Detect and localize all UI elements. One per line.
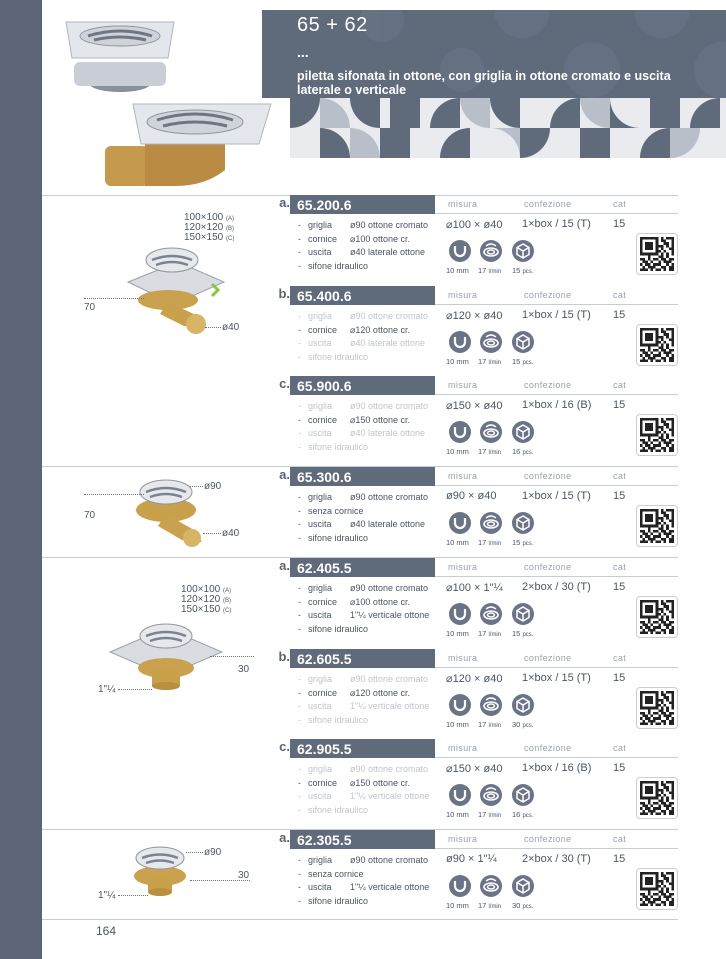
- flow-label: 17 l/min: [478, 810, 502, 819]
- col-header-misura: misura: [448, 471, 478, 481]
- feature-row: - cornice ⌀150 ottone cr.: [298, 777, 410, 788]
- flow-label: 17 l/min: [478, 447, 502, 456]
- product-block: [270, 195, 678, 283]
- feature-row: - cornice ⌀120 ottone cr.: [298, 324, 410, 335]
- variant-letter: a.: [279, 467, 290, 482]
- box-pieces-icon: [511, 420, 535, 444]
- feature-row: - griglia ø90 ottone cromato: [298, 492, 429, 502]
- col-header-cat: cat: [613, 199, 627, 209]
- water-seal-icon: [448, 420, 472, 444]
- packaging-value: 1×box / 15 (T): [522, 218, 591, 230]
- product-code: 62.305.5: [290, 830, 435, 849]
- col-header-cat: cat: [613, 562, 627, 572]
- dim-line: [190, 880, 250, 881]
- water-seal-icon: [448, 239, 472, 263]
- measure-value: ⌀150 × ø40: [446, 400, 503, 412]
- pieces-label: 15 pcs.: [512, 266, 534, 275]
- feature-row: - griglia ø90 ottone cromato: [298, 855, 429, 865]
- col-header-cat: cat: [613, 471, 627, 481]
- feature-list: [298, 219, 428, 274]
- feature-row: - senza cornice: [298, 868, 364, 879]
- feature-row: - sifone idraulico: [298, 805, 369, 816]
- seal-label: 10 mm: [446, 720, 469, 729]
- product-code: 62.605.5: [290, 649, 435, 668]
- product-block: [270, 830, 678, 918]
- feature-list: [298, 854, 429, 909]
- col-header-cat: cat: [613, 380, 627, 390]
- seal-label: 10 mm: [446, 810, 469, 819]
- dim-height: 30: [238, 870, 250, 881]
- col-header-cat: cat: [613, 653, 627, 663]
- col-header-cat: cat: [613, 290, 627, 300]
- dim-size-2: 120×120 (B): [181, 594, 231, 605]
- variant-letter: c.: [279, 739, 290, 754]
- dim-height: 70: [84, 510, 96, 521]
- category-value: 15: [613, 399, 626, 411]
- water-seal-icon: [448, 693, 472, 717]
- page-title: 65 + 62: [297, 14, 368, 36]
- feature-row: - uscita 1"¼ verticale ottone: [298, 610, 430, 621]
- flow-rate-icon: [479, 783, 503, 807]
- flow-rate-icon: [479, 420, 503, 444]
- water-seal-icon: [448, 874, 472, 898]
- dim-grate: ø90: [204, 847, 222, 858]
- product-code: 62.405.5: [290, 558, 435, 577]
- measure-value: ⌀150 × ø40: [446, 763, 503, 775]
- pieces-label: 16 pcs.: [512, 447, 534, 456]
- product-code: 62.905.5: [290, 739, 435, 758]
- drain-diagram-2: [128, 474, 212, 550]
- col-header-misura: misura: [448, 743, 478, 753]
- col-header-confezione: confezione: [524, 834, 572, 844]
- measure-value: ⌀120 × ø40: [446, 673, 503, 685]
- dim-line: [84, 298, 144, 299]
- col-header-confezione: confezione: [524, 380, 572, 390]
- col-header-cat: cat: [613, 743, 627, 753]
- header-description: piletta sifonata in ottone, con griglia in ottone cromato e uscita laterale o verticale: [297, 69, 671, 97]
- feature-row: - griglia ø90 ottone cromato: [298, 401, 429, 411]
- feature-row: - griglia ø90 ottone cromato: [298, 764, 429, 774]
- product-block: [270, 649, 678, 737]
- drain-diagram-1: [108, 240, 228, 338]
- box-pieces-icon: [511, 783, 535, 807]
- feature-row: - uscita 1"¼ verticale ottone: [298, 791, 430, 802]
- seal-label: 10 mm: [446, 901, 469, 910]
- feature-row: - sifone idraulico: [298, 442, 369, 453]
- flow-rate-icon: [479, 239, 503, 263]
- feature-row: - uscita ø40 laterale ottone: [298, 247, 426, 258]
- water-seal-icon: [448, 783, 472, 807]
- col-header-misura: misura: [448, 380, 478, 390]
- feature-row: - sifone idraulico: [298, 715, 369, 726]
- feature-list: [298, 673, 429, 728]
- header-geometric-pattern: [290, 98, 726, 158]
- measure-value: ⌀100 × 1"¼: [446, 582, 503, 594]
- feature-row: - cornice ⌀100 ottone cr.: [298, 233, 410, 244]
- qr-code[interactable]: [636, 233, 678, 275]
- drain-photo-side: [105, 100, 275, 192]
- pieces-label: 15 pcs.: [512, 357, 534, 366]
- drain-diagram-3: [106, 612, 226, 692]
- feature-row: - uscita ø40 laterale ottone: [298, 428, 426, 439]
- category-value: 15: [613, 672, 626, 684]
- packaging-value: 1×box / 15 (T): [522, 309, 591, 321]
- left-sidebar-band: [0, 0, 42, 959]
- col-header-confezione: confezione: [524, 743, 572, 753]
- measure-value: ø90 × ø40: [446, 490, 497, 502]
- qr-code[interactable]: [636, 414, 678, 456]
- product-code: 65.400.6: [290, 286, 435, 305]
- feature-list: [298, 582, 429, 637]
- col-header-misura: misura: [448, 834, 478, 844]
- product-block: [270, 286, 678, 374]
- seal-label: 10 mm: [446, 357, 469, 366]
- feature-row: - griglia ø90 ottone cromato: [298, 583, 429, 593]
- feature-row: - senza cornice: [298, 505, 364, 516]
- dim-size-3: 150×150 (C): [181, 604, 232, 615]
- col-header-confezione: confezione: [524, 199, 572, 209]
- qr-code[interactable]: [636, 596, 678, 638]
- feature-row: - uscita 1"¼ verticale ottone: [298, 701, 430, 712]
- dim-line: [118, 689, 152, 690]
- col-header-confezione: confezione: [524, 471, 572, 481]
- variant-letter: c.: [279, 376, 290, 391]
- packaging-value: 2×box / 30 (T): [522, 581, 591, 593]
- dim-height: 30: [238, 664, 250, 675]
- flow-label: 17 l/min: [478, 901, 502, 910]
- section-divider: [42, 919, 678, 920]
- product-code: 65.200.6: [290, 195, 435, 214]
- qr-code[interactable]: [636, 868, 678, 910]
- dim-outlet: ø40: [222, 528, 240, 539]
- packaging-value: 1×box / 16 (B): [522, 762, 592, 774]
- pieces-label: 16 pcs.: [512, 810, 534, 819]
- dim-line: [203, 533, 221, 534]
- dim-size-2: 120×120 (B): [184, 222, 234, 233]
- feature-list: [298, 763, 429, 818]
- feature-row: - uscita ø40 laterale ottone: [298, 519, 426, 530]
- col-header-misura: misura: [448, 199, 478, 209]
- flow-rate-icon: [479, 511, 503, 535]
- measure-value: ⌀100 × ø40: [446, 219, 503, 231]
- variant-letter: a.: [279, 830, 290, 845]
- dim-outlet: 1"¼: [98, 890, 116, 901]
- dim-height: 70: [84, 302, 96, 313]
- product-block: [270, 739, 678, 827]
- flow-rate-icon: [479, 874, 503, 898]
- qr-code[interactable]: [636, 777, 678, 819]
- seal-label: 10 mm: [446, 447, 469, 456]
- water-seal-icon: [448, 602, 472, 626]
- box-pieces-icon: [511, 330, 535, 354]
- col-header-confezione: confezione: [524, 562, 572, 572]
- dim-size-1: 100×100 (A): [181, 584, 231, 595]
- feature-row: - sifone idraulico: [298, 533, 369, 544]
- qr-code[interactable]: [636, 687, 678, 729]
- packaging-value: 1×box / 15 (T): [522, 490, 591, 502]
- product-code: 65.900.6: [290, 376, 435, 395]
- dim-line: [210, 656, 254, 657]
- product-block: [270, 376, 678, 464]
- pieces-label: 30 pcs.: [512, 720, 534, 729]
- col-header-cat: cat: [613, 834, 627, 844]
- variant-letter: b.: [278, 649, 290, 664]
- category-value: 15: [613, 309, 626, 321]
- dim-outlet: ø40: [222, 322, 240, 333]
- feature-list: [298, 310, 428, 365]
- drain-photo-top: [60, 14, 180, 96]
- flow-rate-icon: [479, 602, 503, 626]
- category-value: 15: [613, 218, 626, 230]
- box-pieces-icon: [511, 511, 535, 535]
- feature-row: - sifone idraulico: [298, 896, 369, 907]
- variant-letter: a.: [279, 195, 290, 210]
- col-header-misura: misura: [448, 562, 478, 572]
- page-number: 164: [96, 924, 117, 938]
- feature-row: - sifone idraulico: [298, 624, 369, 635]
- category-value: 15: [613, 762, 626, 774]
- product-block: [270, 558, 678, 646]
- seal-label: 10 mm: [446, 538, 469, 547]
- drain-diagram-4: [128, 842, 192, 900]
- packaging-value: 1×box / 15 (T): [522, 672, 591, 684]
- box-pieces-icon: [511, 874, 535, 898]
- flow-rate-icon: [479, 693, 503, 717]
- variant-letter: a.: [279, 558, 290, 573]
- category-value: 15: [613, 853, 626, 865]
- feature-row: - sifone idraulico: [298, 261, 369, 272]
- col-header-misura: misura: [448, 653, 478, 663]
- flow-label: 17 l/min: [478, 629, 502, 638]
- feature-row: - cornice ⌀100 ottone cr.: [298, 596, 410, 607]
- qr-code[interactable]: [636, 505, 678, 547]
- feature-row: - sifone idraulico: [298, 352, 369, 363]
- feature-row: - griglia ø90 ottone cromato: [298, 674, 429, 684]
- flow-label: 17 l/min: [478, 720, 502, 729]
- dim-line: [84, 494, 144, 495]
- seal-label: 10 mm: [446, 266, 469, 275]
- variant-letter: b.: [278, 286, 290, 301]
- packaging-value: 2×box / 30 (T): [522, 853, 591, 865]
- box-pieces-icon: [511, 239, 535, 263]
- dim-outlet: 1"¼: [98, 684, 116, 695]
- category-value: 15: [613, 581, 626, 593]
- qr-code[interactable]: [636, 324, 678, 366]
- box-pieces-icon: [511, 693, 535, 717]
- pieces-label: 15 pcs.: [512, 538, 534, 547]
- feature-list: [298, 400, 428, 455]
- water-seal-icon: [448, 330, 472, 354]
- seal-label: 10 mm: [446, 629, 469, 638]
- measure-value: ø90 × 1"¼: [446, 853, 497, 865]
- feature-row: - griglia ø90 ottone cromato: [298, 220, 429, 230]
- dim-grate: ø90: [204, 481, 222, 492]
- measure-value: ⌀120 × ø40: [446, 310, 503, 322]
- dim-size-1: 100×100 (A): [184, 212, 234, 223]
- feature-row: - cornice ⌀150 ottone cr.: [298, 414, 410, 425]
- box-pieces-icon: [511, 602, 535, 626]
- flow-label: 17 l/min: [478, 357, 502, 366]
- product-block: [270, 467, 678, 555]
- pieces-label: 30 pcs.: [512, 901, 534, 910]
- feature-row: - cornice ⌀120 ottone cr.: [298, 687, 410, 698]
- flow-label: 17 l/min: [478, 266, 502, 275]
- col-header-misura: misura: [448, 290, 478, 300]
- water-seal-icon: [448, 511, 472, 535]
- pieces-label: 15 pcs.: [512, 629, 534, 638]
- flow-label: 17 l/min: [478, 538, 502, 547]
- packaging-value: 1×box / 16 (B): [522, 399, 592, 411]
- feature-row: - uscita 1"¼ verticale ottone: [298, 882, 430, 893]
- dim-line: [118, 895, 148, 896]
- col-header-confezione: confezione: [524, 290, 572, 300]
- flow-rate-icon: [479, 330, 503, 354]
- category-value: 15: [613, 490, 626, 502]
- col-header-confezione: confezione: [524, 653, 572, 663]
- product-code: 65.300.6: [290, 467, 435, 486]
- dim-line: [205, 327, 221, 328]
- feature-list: [298, 491, 428, 546]
- header-subtitle: ...: [297, 44, 309, 60]
- dim-size-3: 150×150 (C): [184, 232, 235, 243]
- feature-row: - griglia ø90 ottone cromato: [298, 311, 429, 321]
- feature-row: - uscita ø40 laterale ottone: [298, 338, 426, 349]
